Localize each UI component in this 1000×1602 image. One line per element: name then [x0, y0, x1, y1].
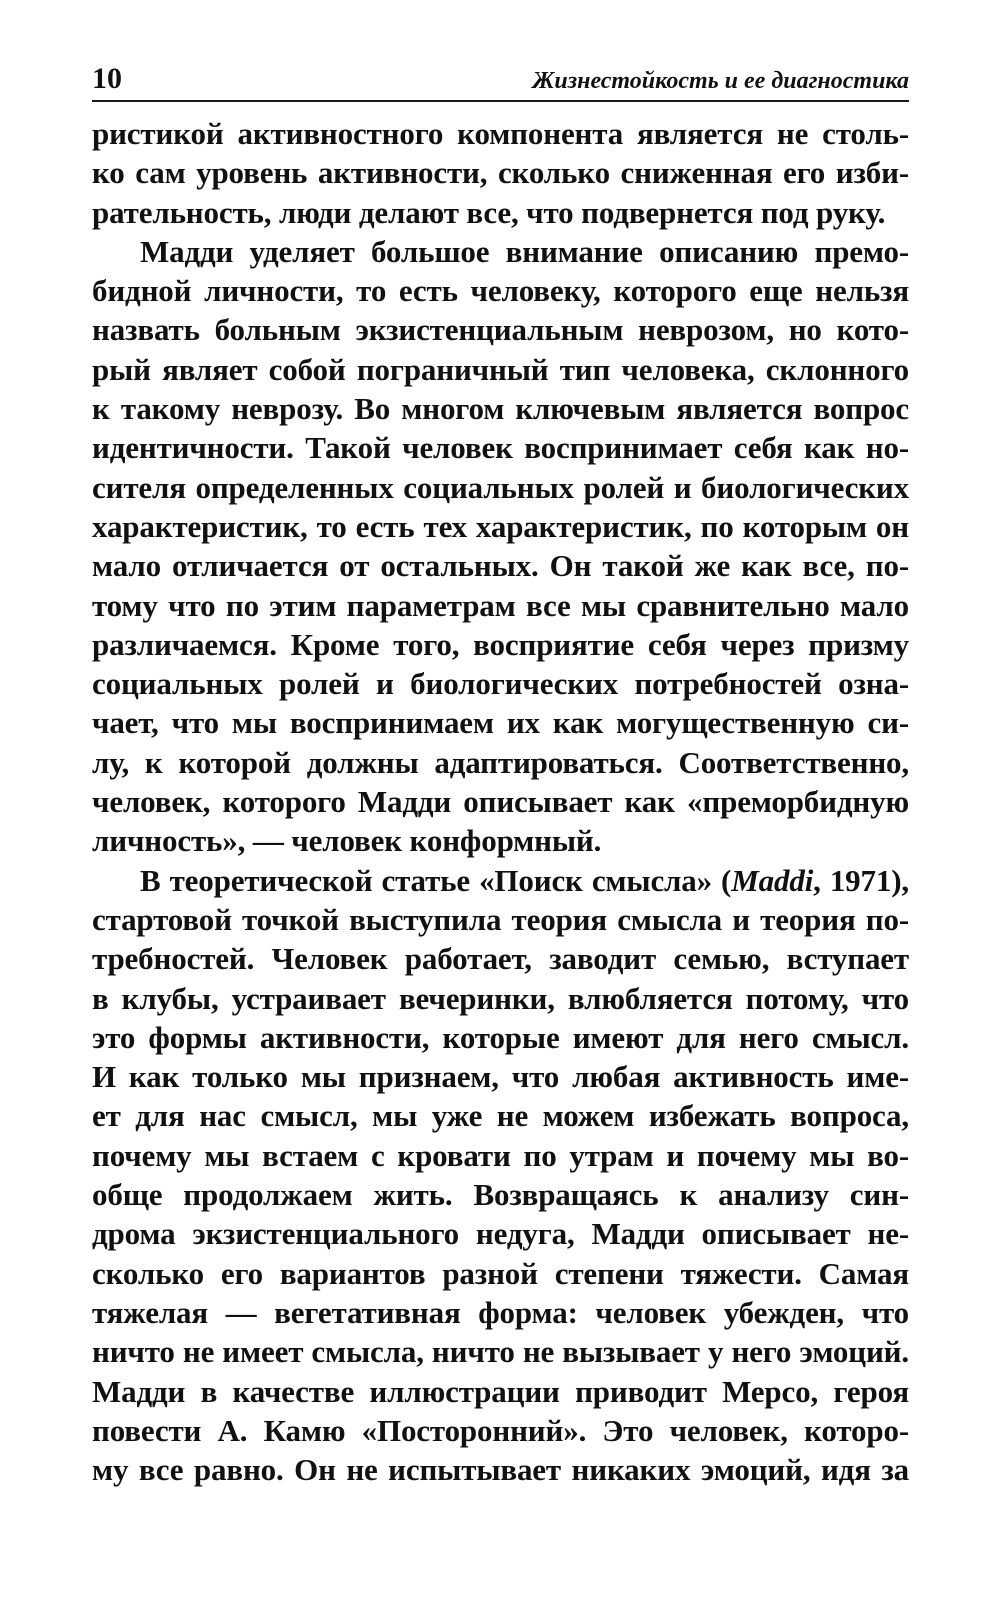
- text-line: тяжелая — вегетативная форма: человек убежден, что: [92, 1294, 909, 1330]
- text-line: И как только мы признаем, что любая активность име-: [92, 1059, 909, 1095]
- text-line: ко сам уровень активности, сколько сниженная его изби-: [92, 155, 909, 191]
- text-line: В теоретической статье «Поиск смысла» (Maddi, 1971),: [140, 862, 910, 898]
- paragraph: [92, 861, 909, 1490]
- text-line: сколько его вариантов разной степени тяжести. Самая: [92, 1255, 909, 1291]
- text-line: человек, которого Мадди описывает как «преморбидную: [92, 784, 909, 820]
- text-line: Мадди в качестве иллюстрации приводит Мерсо, героя: [92, 1373, 909, 1409]
- text-line: обще продолжаем жить. Возвращаясь к анализу син-: [92, 1177, 909, 1213]
- text-line: тому что по этим параметрам все мы сравнительно мало: [92, 587, 909, 623]
- text-line: социальных ролей и биологических потребностей озна-: [92, 666, 909, 702]
- text-line: му все равно. Он не испытывает никаких эмоций, идя за: [92, 1452, 909, 1488]
- text-line: рательность, люди делают все, что подвернется под руку.: [92, 194, 886, 230]
- page-number: 10: [92, 62, 122, 95]
- text-line: лу, к которой должны адаптироваться. Соответственно,: [92, 744, 909, 780]
- text-line: ристикой активностного компонента является не столь-: [92, 116, 909, 151]
- text-line: ет для нас смысл, мы уже не можем избежать вопроса,: [92, 1098, 909, 1134]
- text-line: в клубы, устраивает вечеринки, влюбляется потому, что: [92, 980, 909, 1016]
- text-line: рый являет собой пограничный тип человека, склонного: [92, 351, 909, 387]
- text-line: дрома экзистенциального недуга, Мадди описывает не-: [92, 1216, 909, 1252]
- text-line: характеристик, то есть тех характеристик, по которым он: [92, 508, 909, 544]
- text-line: различаемся. Кроме того, восприятие себя через призму: [92, 626, 909, 662]
- citation-author: Maddi: [731, 862, 814, 898]
- text-line: назвать больным экзистенциальным неврозом, но кото-: [92, 312, 909, 348]
- running-header-title: Жизнестойкость и ее диагностика: [532, 68, 909, 94]
- paragraph: [92, 232, 909, 861]
- text-line: к такому неврозу. Во многом ключевым является вопрос: [92, 391, 909, 427]
- text-line: требностей. Человек работает, заводит семью, вступает: [92, 941, 909, 977]
- text-line: Мадди уделяет большое внимание описанию премо-: [140, 233, 909, 269]
- text-line: это формы активности, которые имеют для него смысл.: [92, 1019, 909, 1055]
- text-line: сителя определенных социальных ролей и биологических: [92, 469, 909, 505]
- running-header: [92, 60, 909, 102]
- body-text: [92, 114, 909, 1489]
- text-line: чает, что мы воспринимаем их как могущественную си-: [92, 705, 909, 741]
- text-line: мало отличается от остальных. Он такой же как все, по-: [92, 548, 909, 584]
- book-page: [92, 60, 909, 1489]
- paragraph: [92, 114, 909, 232]
- text-line: бидной личности, то есть человеку, которого еще нельзя: [92, 273, 909, 309]
- text-line: личность», — человек конформный.: [92, 823, 602, 859]
- text-line: идентичности. Такой человек воспринимает себя как но-: [92, 430, 909, 466]
- text-line: почему мы встаем с кровати по утрам и почему мы во-: [92, 1137, 909, 1173]
- text-line: ничто не имеет смысла, ничто не вызывает у него эмоций.: [92, 1334, 909, 1370]
- text-line: стартовой точкой выступила теория смысла и теория по-: [92, 901, 909, 937]
- text-line: повести А. Камю «Посторонний». Это человек, которо-: [92, 1412, 909, 1448]
